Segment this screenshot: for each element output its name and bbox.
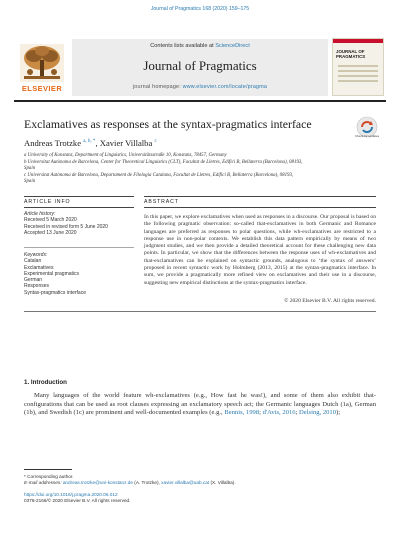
citation-link[interactable]: Bennis, 1998: [224, 409, 260, 417]
author-villalba-affil[interactable]: c: [154, 139, 157, 145]
journal-title: Journal of Pragmatics: [143, 58, 257, 73]
abstract-rule-top: [144, 196, 376, 197]
homepage-link[interactable]: www.elsevier.com/locate/pragma: [182, 84, 268, 90]
author-villalba[interactable]: Xavier Villalba: [99, 138, 153, 148]
article-title: Exclamatives as responses at the syntax-pragmatics interface: [24, 117, 312, 131]
history-label: Article history:: [24, 211, 56, 217]
keyword-item[interactable]: Exclamatives: [24, 264, 54, 271]
article-info-rule-top: [24, 196, 134, 197]
header-divider: [14, 100, 386, 102]
front-matter-divider: [24, 311, 376, 312]
citation-sep: ;: [295, 409, 300, 417]
contents-line: [72, 43, 328, 49]
author-trotzke[interactable]: Andreas Trotzke: [24, 138, 82, 148]
abstract-text: In this paper, we explore exclamatives when used as responses in a discourse. Our proposal is based on the following pragmatic observation: so-called that-exclamatives in both Germanic and Romance languages are preferred as responses to polar questions, while wh-exclamatives are restricted to a response use in non-polar contexts. We establish this data pattern empirically by means of two judgment studies, and we then provide a detailed theoretical account for these challenging new data points. In particular, we show that the differences between the response uses of wh-exclamatives and that-exclamatives can be explained on syntactic grounds, analogous to ‘the syntax of answers’ proposed in recent syntactic work by Holmberg (2013, 2015) at the syntax-pragmatics interface. In sum, we provide a pragmatically more refined view on exclamatives and their use in a discourse, suggesting new empirical distinctions at the syntax-pragmatics interface.: [144, 214, 376, 286]
doi-link[interactable]: https://doi.org/10.1016/j.pragma.2020.06.012: [24, 492, 118, 497]
corresponding-author-note: * Corresponding author.: [24, 474, 74, 479]
keywords-divider: [24, 247, 134, 248]
author-list: [24, 138, 157, 148]
section-heading-introduction: 1. Introduction: [24, 379, 67, 386]
journal-citation[interactable]: Journal of Pragmatics 168 (2020) 159–175: [150, 6, 250, 12]
article-info-heading: ARTICLE INFO: [24, 199, 71, 205]
sciencedirect-link[interactable]: ScienceDirect: [215, 43, 250, 49]
author-separator: ,: [95, 138, 100, 148]
keywords-label: Keywords:: [24, 252, 48, 258]
email-suffix-1: (A. Trotzke),: [133, 480, 162, 485]
footnote-rule: [24, 469, 72, 470]
affiliation-b: b Universitat Autònoma de Barcelona, Center for Theoretical Linguistics (CLT), Facultat de Lletres, Edifici B, Bellaterra (Barcelona), 08193,: [24, 159, 303, 165]
journal-cover-thumbnail[interactable]: [332, 38, 384, 96]
author-trotzke-affil[interactable]: a, b, *: [83, 139, 96, 145]
abstract-copyright: © 2020 Elsevier B.V. All rights reserved.: [284, 298, 376, 304]
keyword-item[interactable]: Experimental pragmatics: [24, 270, 80, 277]
email-link-villalba[interactable]: xavier.villalba@uab.cat: [161, 480, 210, 485]
keywords-list: [24, 252, 86, 296]
cover-title: JOURNAL OF PRAGMATICS: [336, 49, 366, 59]
keyword-item[interactable]: Responses: [24, 283, 50, 290]
citation-link[interactable]: d'Avis, 2016: [262, 409, 296, 417]
affiliation-b-country: Spain: [24, 166, 36, 171]
email-prefix: E-mail addresses:: [24, 480, 63, 485]
article-history: [24, 211, 108, 236]
intro-end: );: [336, 409, 341, 417]
article-info-rule-bottom: [24, 207, 134, 208]
check-for-updates-label[interactable]: Check for updates: [354, 134, 380, 138]
homepage-line: [72, 84, 328, 90]
homepage-prefix: journal homepage:: [132, 84, 183, 90]
keyword-item[interactable]: German: [24, 277, 43, 284]
keyword-item[interactable]: Catalan: [24, 258, 42, 265]
publisher-name[interactable]: ELSEVIER: [21, 84, 63, 93]
citation-link[interactable]: Delsing, 2010: [299, 409, 337, 417]
keyword-item[interactable]: Syntax-pragmatics interface: [24, 289, 86, 296]
email-link-trotzke[interactable]: andreas.trotzke@uni-konstanz.de: [62, 480, 133, 485]
intro-body: Many languages of the world feature wh-exclamatives (e.g., How fast he was!), and some of them also exhibit that-configurations that can be used as root clauses expressing an exclamatory speech act; the Germanic languages Dutch (1a), German (1b), and Swedish (1c) are prominent and well-documented examples (e.g.,: [24, 392, 376, 417]
affiliation-a: a University of Konstanz, Department of Linguistics, Universitätsstraße 10, Konstanz, 78457, Germany: [24, 153, 227, 158]
introduction-paragraph: [24, 392, 376, 418]
history-revised: Received in revised form 5 June 2020: [24, 223, 108, 230]
issn-line: 0378-2166/© 2020 Elsevier B.V. All rights reserved.: [24, 498, 131, 503]
cover-decoration: [338, 65, 378, 85]
email-addresses: [24, 480, 236, 486]
email-suffix-2: (X. Villalba).: [209, 480, 236, 485]
abstract-heading: ABSTRACT: [144, 199, 179, 205]
cover-accent-bar: [333, 39, 383, 43]
affiliation-c-country: Spain: [24, 179, 36, 184]
history-received: Received 5 March 2020: [24, 217, 77, 224]
citation-sep: ;: [259, 409, 263, 417]
contents-prefix: Contents lists available at: [150, 43, 216, 49]
history-accepted: Accepted 13 June 2020: [24, 229, 77, 236]
abstract-rule-bottom: [144, 207, 376, 208]
affiliation-c: c Universitat Autònoma de Barcelona, Departament de Filologia Catalana, Facultat de Lletres, Edifici B, Bellaterra (Barcelona), 08193,: [24, 172, 294, 178]
